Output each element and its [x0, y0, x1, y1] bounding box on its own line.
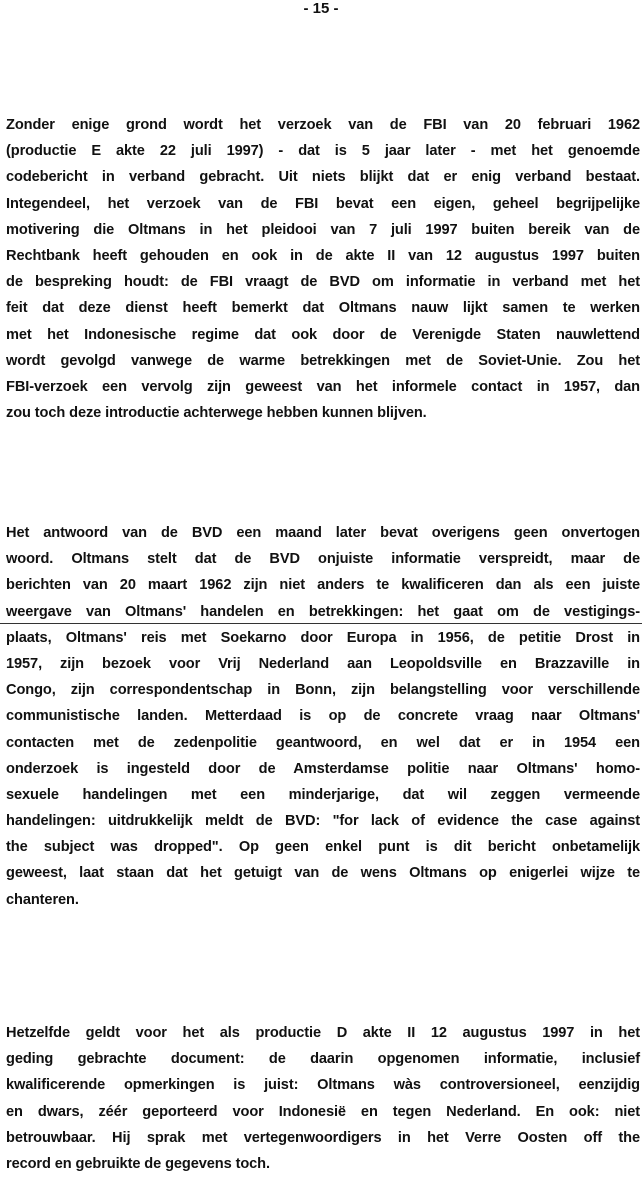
text-line: FBI-verzoek een vervolg zijn geweest van het informele contact in 1957, dan — [6, 378, 640, 395]
text-line: geding gebrachte document: de daarin opgenomen informatie, inclusief — [6, 1051, 640, 1068]
text-line: de bespreking houdt: de FBI vraagt de BVD om informatie in verband met het — [6, 274, 640, 291]
text-line: onderzoek is ingesteld door de Amsterdamse politie naar Oltmans' homo- — [6, 760, 640, 777]
text-line: Congo, zijn correspondentschap in Bonn, zijn belangstelling voor verschillende — [6, 682, 640, 699]
paragraph-bvd-answer — [6, 520, 640, 913]
text-line: (productie E akte 22 juli 1997) - dat is 5 jaar later - met het genoemde — [6, 143, 640, 160]
text-line: Rechtbank heeft gehouden en ook in de akte II van 12 augustus 1997 buiten — [6, 247, 640, 264]
text-line: zou toch deze introductie achterwege hebben kunnen blijven. — [6, 405, 427, 422]
text-line: berichten van 20 maart 1962 zijn niet anders te kwalificeren dan als een juiste — [6, 577, 640, 594]
text-line: Hetzelfde geldt voor het als productie D akte II 12 augustus 1997 in het — [6, 1025, 640, 1041]
text-line: plaats, Oltmans' reis met Soekarno door Europa in 1956, de petitie Drost in — [6, 629, 640, 646]
text-line: feit dat deze dienst heeft bemerkt dat Oltmans nauw lijkt samen te werken — [6, 300, 640, 317]
text-line: Zonder enige grond wordt het verzoek van de FBI van 20 februari 1962 — [6, 117, 640, 133]
text-line: woord. Oltmans stelt dat de BVD onjuiste informatie verspreidt, maar de — [6, 551, 640, 568]
text-line: the subject was dropped". Op geen enkel punt is dit bericht onbetamelijk — [6, 839, 640, 856]
text-line: contacten met de zedenpolitie geantwoord, en wel dat er in 1954 een — [6, 734, 640, 751]
paragraph-productie-d — [6, 1020, 640, 1177]
text-line: motivering die Oltmans in het pleidooi van 7 juli 1997 buiten bereik van de — [6, 221, 640, 238]
text-line: weergave van Oltmans' handelen en betrekkingen: het gaat om de vestigings- — [6, 603, 640, 620]
text-line: communistische landen. Metterdaad is op de concrete vraag naar Oltmans' — [6, 708, 640, 725]
text-line: record en gebruikte de gegevens toch. — [6, 1155, 270, 1172]
text-line: handelingen: uitdrukkelijk meldt de BVD: "for lack of evidence the case against — [6, 813, 640, 830]
text-line: sexuele handelingen met een minderjarige, dat wil zeggen vermeende — [6, 786, 640, 803]
text-line: wordt gevolgd vanwege de warme betrekkingen met de Soviet-Unie. Zou het — [6, 352, 640, 369]
text-line: met het Indonesische regime dat ook door de Verenigde Staten nauwlettend — [6, 326, 640, 343]
page-number: - 15 - — [303, 0, 339, 17]
text-line: chanteren. — [6, 891, 79, 908]
text-line: codebericht in verband gebracht. Uit niets blijkt dat er enig verband bestaat. — [6, 169, 640, 186]
text-line: kwalificerende opmerkingen is juist: Oltmans wàs controversioneel, eenzijdig — [6, 1077, 640, 1094]
text-line: Het antwoord van de BVD een maand later bevat overigens geen onvertogen — [6, 525, 640, 541]
text-line: betrouwbaar. Hij sprak met vertegenwoordigers in het Verre Oosten off the — [6, 1129, 640, 1146]
paragraph-fbi-request — [6, 112, 640, 426]
text-line: geweest, laat staan dat het getuigt van de wens Oltmans op enigerlei wijze te — [6, 865, 640, 882]
text-line: Integendeel, het verzoek van de FBI bevat een eigen, geheel begrijpelijke — [6, 195, 640, 212]
text-line: en dwars, zéér geporteerd voor Indonesië en tegen Nederland. En ook: niet — [6, 1103, 640, 1120]
text-line: 1957, zijn bezoek voor Vrij Nederland aan Leopoldsville en Brazzaville in — [6, 655, 640, 672]
